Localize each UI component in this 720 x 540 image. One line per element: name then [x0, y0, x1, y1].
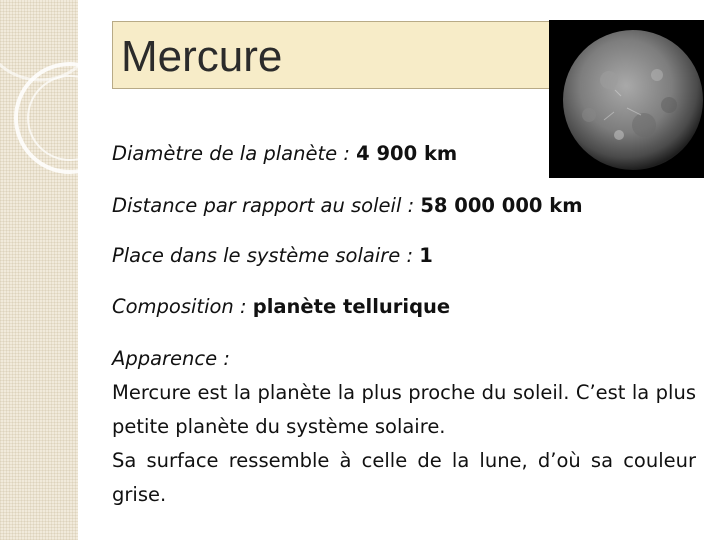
fact-label: Diamètre de la planète :: [112, 142, 357, 165]
fact-diameter: [112, 142, 457, 165]
fact-value: 58 000 000 km: [420, 194, 583, 217]
mercury-photo: [549, 20, 704, 178]
fact-label: Place dans le système solaire :: [112, 244, 420, 267]
mercury-planet-image: [549, 20, 704, 178]
fact-composition: [112, 295, 450, 318]
fact-label: Distance par rapport au soleil :: [112, 194, 421, 217]
appearance-section: [112, 342, 696, 512]
fact-value: planète tellurique: [252, 295, 451, 318]
appearance-text-2: Sa surface ressemble à celle de la lune, d’où sa couleur grise.: [112, 449, 696, 506]
fact-position: [112, 244, 433, 267]
title-banner: [112, 21, 552, 89]
slide-title: Mercure: [121, 32, 283, 81]
decorative-circles: [0, 0, 78, 540]
appearance-label: Apparence :: [112, 347, 230, 370]
fact-label: Composition :: [112, 295, 253, 318]
decorative-side-strip: [0, 0, 78, 540]
appearance-text-1: Mercure est la planète la plus proche du soleil. C’est la plus petite planète du système solaire.: [112, 381, 696, 438]
fact-distance: [112, 194, 583, 217]
fact-value: 4 900 km: [356, 142, 458, 165]
fact-value: 1: [419, 244, 433, 267]
